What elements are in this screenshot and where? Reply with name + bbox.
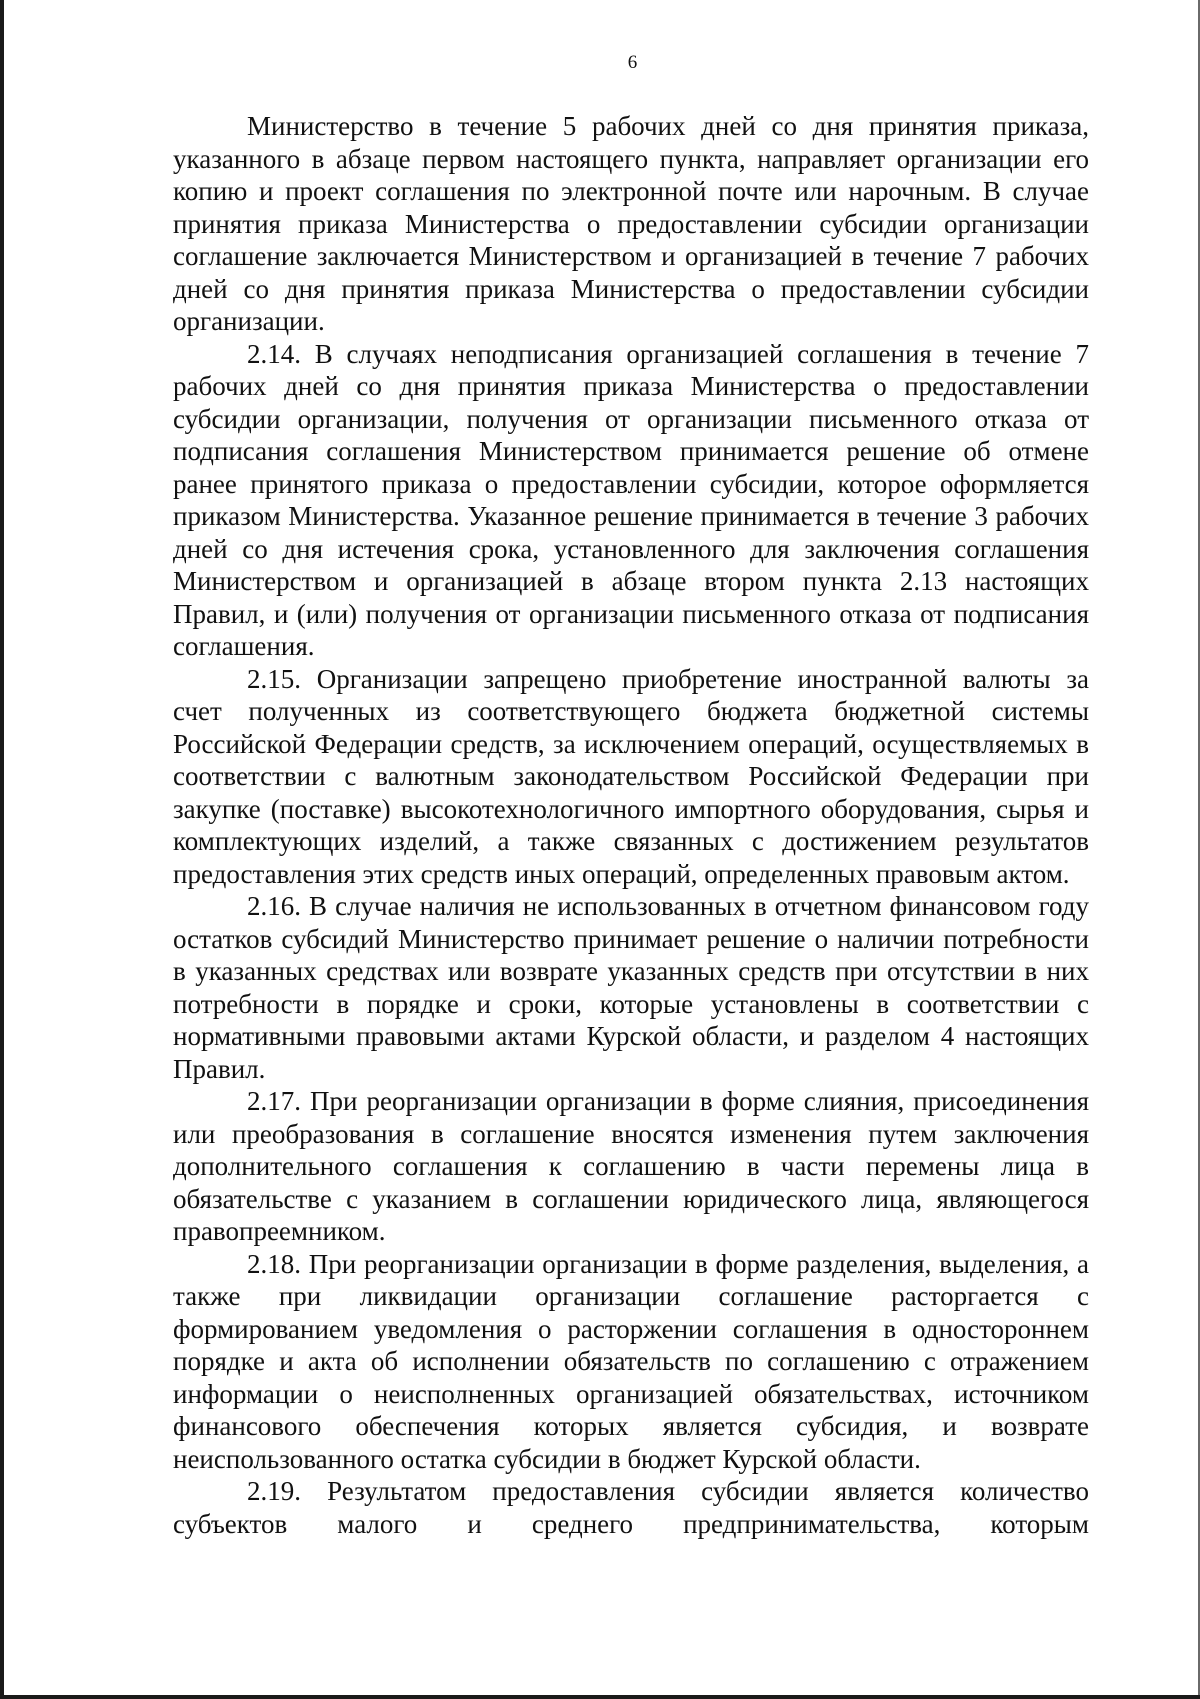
paragraph-intro: Министерство в течение 5 рабочих дней со дня принятия приказа, указанного в абзаце первом настоящего пункта, направляет организации его копию и проект соглашения по электронной почте или нарочным. В случае принятия приказа Министерства о предоставлении субсидии организации соглашение заключается Министерством и организацией в течение 7 рабочих дней со дня принятия приказа Министерства о предоставлении субсидии организации. [173,111,1089,336]
document-body [173,110,1089,1540]
paragraph-2-19: 2.19. Результатом предоставления субсидии является количество субъектов малого и среднего предпринимательства, которым [173,1476,1089,1539]
paragraph-2-17: 2.17. При реорганизации организации в форме слияния, присоединения или преобразования в соглашение вносятся изменения путем заключения дополнительного соглашения к соглашению в части перемены лица в обязательстве с указанием в соглашении юридического лица, являющегося правопреемником. [173,1086,1089,1246]
paragraph-2-18: 2.18. При реорганизации организации в форме разделения, выделения, а также при ликвидации организации соглашение расторгается с формированием уведомления о расторжении соглашения в одностороннем порядке и акта об исполнении обязательств по соглашению с отражением информации о неисполненных организацией обязательствах, источником финансового обеспечения которых является субсидия, и возврате неиспользованного остатка субсидии в бюджет Курской области. [173,1248,1089,1474]
page-number: 6 [627,52,638,73]
paragraph-2-14: 2.14. В случаях неподписания организацией соглашения в течение 7 рабочих дней со дня принятия приказа Министерства о предоставлении субсидии организации, получения от организации письменного отказа от подписания соглашения Министерством принимается решение об отмене ранее принятого приказа о предоставлении субсидии, которое оформляется приказом Министерства. Указанное решение принимается в течение 3 рабочих дней со дня истечения срока, установленного для заключения соглашения Министерством и организацией в абзаце втором пункта 2.13 настоящих Правил, и (или) получения от организации письменного отказа от подписания соглашения. [173,338,1089,661]
paragraph-2-15: 2.15. Организации запрещено приобретение иностранной валюты за счет полученных из соответствующего бюджета бюджетной системы Российской Федерации средств, за исключением операций, осуществляемых в соответствии с валютным законодательством Российской Федерации при закупке (поставке) высокотехнологичного импортного оборудования, сырья и комплектующих изделий, а также связанных с достижением результатов предоставления этих средств иных операций, определенных правовым актом. [173,663,1089,889]
scan-edge-bottom [0,1695,1200,1699]
paragraph-2-16: 2.16. В случае наличия не использованных в отчетном финансовом году остатков субсидий Министерство принимает решение о наличии потребности в указанных средствах или возврате указанных средств при отсутствии в них потребности в порядке и сроки, которые установлены в соответствии с нормативными правовыми актами Курской области, и разделом 4 настоящих Правил. [173,891,1089,1084]
scan-edge-left [0,0,4,1699]
